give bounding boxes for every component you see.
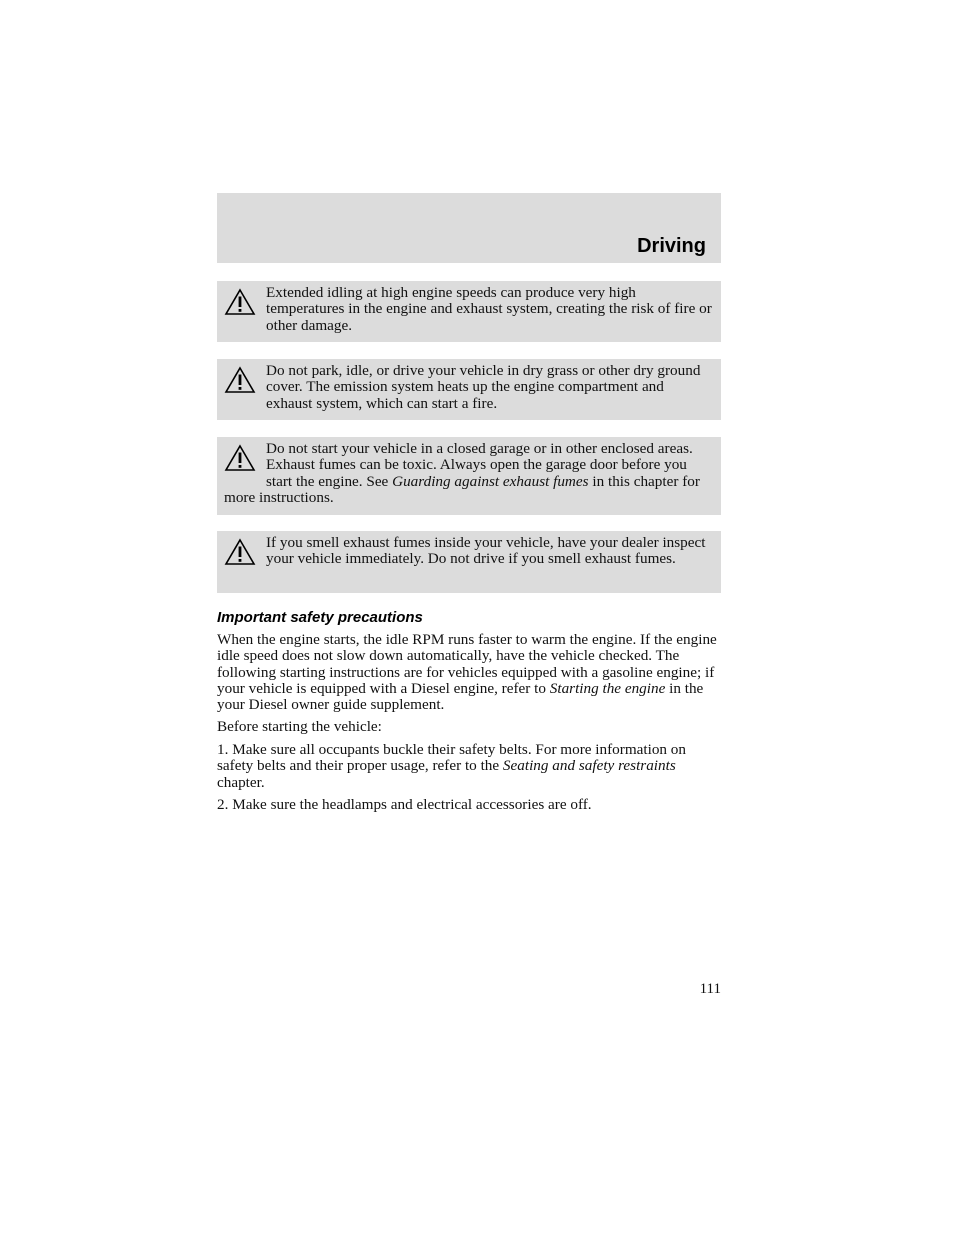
- before-starting-text: Before starting the vehicle:: [217, 718, 382, 735]
- warning-triangle-icon: [224, 288, 256, 318]
- intro-paragraph: [217, 632, 721, 713]
- step-1-text-reference: Seating and safety restraints: [502, 757, 676, 775]
- intro-text-start: When the engine starts, the idle RPM runs faster to warm the engine. If the engine idle speed does not slow down automatically, have the vehicle checked. The following starting instructions are for vehicles equipped with a gasoline engine; if your vehicle is equipped with a Diesel engine, refer to: [217, 631, 717, 697]
- warning-box-dry-grass: [217, 359, 721, 420]
- warning-text-reference: Guarding against exhaust fumes: [392, 472, 589, 490]
- warning-triangle-icon: [224, 444, 256, 474]
- section-title: Driving: [637, 235, 706, 257]
- page-number: 111: [699, 981, 721, 997]
- warning-text: Extended idling at high engine speeds can produce very high temperatures in the engine and exhaust system, creating the risk of fire or other damage.: [266, 284, 712, 334]
- warning-triangle-icon: [224, 366, 256, 396]
- warning-box-idling: [217, 281, 721, 342]
- warning-text: Do not park, idle, or drive your vehicle in dry grass or other dry ground cover. The emission system heats up the engine compartment and exhaust system, which can start a fire.: [266, 362, 701, 412]
- warning-text-end: in this chapter for more instructions.: [224, 472, 700, 506]
- intro-text-reference: Starting the engine: [549, 679, 666, 697]
- subsection-heading: Important safety precautions: [217, 609, 423, 626]
- warning-triangle-icon: [224, 538, 256, 568]
- step-1-text-start: 1. Make sure all occupants buckle their safety belts. For more information on safety belts and their proper usage, refer to the: [217, 741, 686, 775]
- warning-box-garage: [217, 437, 721, 515]
- step-1-text-end: chapter.: [217, 773, 265, 791]
- warning-text-start: Do not start your vehicle in a closed garage or in other enclosed areas. Exhaust fumes can be toxic. Always open the garage door before you start the engine. See: [266, 440, 693, 490]
- section-header: [217, 193, 721, 263]
- warning-box-exhaust-smell: [217, 531, 721, 593]
- step-1-paragraph: [217, 742, 721, 791]
- intro-text-end: in the your Diesel owner guide supplement.: [217, 679, 704, 714]
- step-2-paragraph: 2. Make sure the headlamps and electrical accessories are off.: [217, 796, 592, 813]
- warning-text: If you smell exhaust fumes inside your vehicle, have your dealer inspect your vehicle immediately. Do not drive if you smell exhaust fumes.: [266, 534, 706, 568]
